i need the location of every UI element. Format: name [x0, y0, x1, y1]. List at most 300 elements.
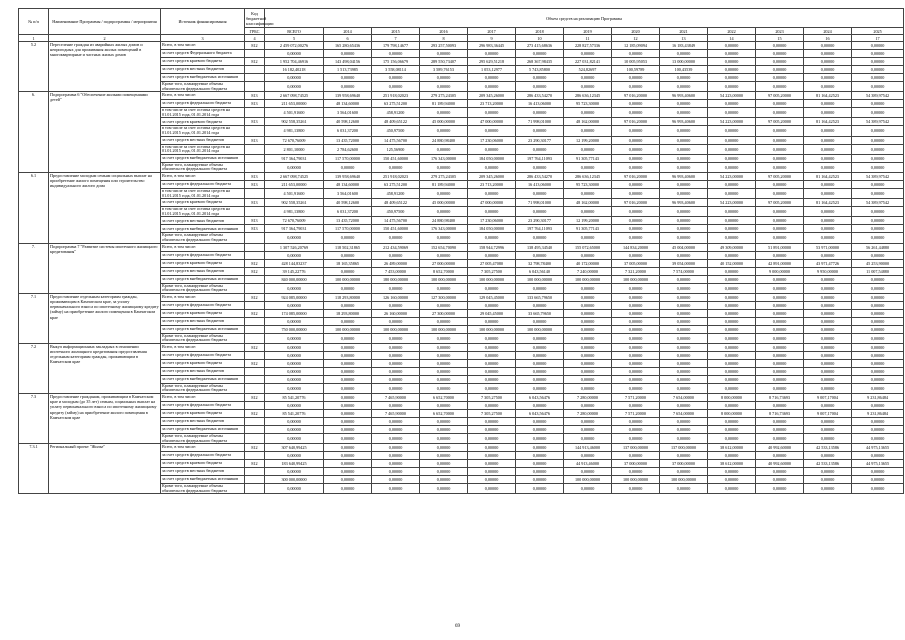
- amount-cell: 0,00000: [516, 144, 564, 154]
- header-source: Источник финансирования: [161, 9, 245, 35]
- amount-cell: 0,00000: [372, 444, 420, 452]
- amount-cell: 0,00000: [468, 301, 516, 309]
- amount-cell: 286 433,54270: [516, 92, 564, 100]
- header-sub-label: 2019: [564, 28, 612, 35]
- page-number: 69: [455, 624, 460, 629]
- amount-cell: 0,00000: [660, 343, 708, 351]
- amount-cell: 0,00000: [564, 343, 612, 351]
- amount-cell: 0,00000: [612, 74, 660, 82]
- amount-cell: 0,00000: [852, 74, 904, 82]
- amount-cell: 0,00000: [420, 444, 468, 452]
- amount-cell: 0,00000: [324, 162, 372, 172]
- amount-cell: 133 665,79650: [516, 293, 564, 301]
- amount-cell: 0,00000: [852, 476, 904, 484]
- amount-cell: 0,00000: [612, 217, 660, 225]
- amount-cell: 0,00000: [756, 42, 804, 50]
- funding-source: Кроме того, планируемые объемы обязательств федерального бюджета: [161, 82, 245, 92]
- amount-cell: 0,00000: [324, 410, 372, 418]
- amount-cell: 48 162,00000: [564, 199, 612, 207]
- amount-cell: 137 000,00000: [612, 444, 660, 452]
- amount-cell: 0,00000: [265, 434, 324, 444]
- amount-cell: 0,00000: [804, 180, 852, 188]
- amount-cell: 117 570,00000: [324, 225, 372, 233]
- amount-cell: 2 459 072,00276: [265, 42, 324, 50]
- amount-cell: 0,00000: [372, 343, 420, 351]
- amount-cell: 0,00000: [660, 367, 708, 375]
- amount-cell: 0,00000: [324, 343, 372, 351]
- amount-cell: 48 409,65122: [372, 199, 420, 207]
- amount-cell: 0,00000: [265, 251, 324, 259]
- kbk-code: 812: [245, 460, 265, 468]
- amount-cell: 0,00000: [468, 418, 516, 426]
- amount-cell: 0,00000: [756, 162, 804, 172]
- amount-cell: 0,00000: [660, 251, 708, 259]
- amount-cell: 0,00000: [612, 144, 660, 154]
- amount-cell: 0,00000: [516, 367, 564, 375]
- column-number: 9: [468, 35, 516, 42]
- amount-cell: 0,00000: [468, 383, 516, 393]
- kbk-code: 813: [245, 118, 265, 126]
- kbk-code: [245, 325, 265, 333]
- amount-cell: 0,00000: [468, 82, 516, 92]
- funding-source: за счет средств местных бюджетов: [161, 468, 245, 476]
- kbk-code: [245, 484, 265, 494]
- amount-cell: 0,00000: [468, 251, 516, 259]
- amount-cell: 0,00000: [468, 351, 516, 359]
- amount-cell: 0,00000: [708, 233, 756, 243]
- funding-source: за счет средств внебюджетных источников: [161, 325, 245, 333]
- amount-cell: 138 495,34540: [516, 243, 564, 251]
- amount-cell: 0,00000: [324, 351, 372, 359]
- amount-cell: 0,00000: [756, 317, 804, 325]
- amount-cell: 0,00000: [420, 162, 468, 172]
- amount-cell: 0,00000: [564, 402, 612, 410]
- amount-cell: 0,00000: [852, 301, 904, 309]
- amount-cell: 0,00000: [804, 476, 852, 484]
- amount-cell: 0,00000: [852, 58, 904, 66]
- amount-cell: 0,00000: [708, 251, 756, 259]
- amount-cell: 0,00000: [660, 325, 708, 333]
- amount-cell: 0,00000: [756, 108, 804, 118]
- amount-cell: 7 465,90000: [372, 410, 420, 418]
- amount-cell: 428 144,83237: [265, 259, 324, 267]
- table-row: [19, 444, 904, 452]
- amount-cell: 0,00000: [420, 317, 468, 325]
- amount-cell: 0,00000: [852, 207, 904, 217]
- amount-cell: 17 230,06000: [468, 136, 516, 144]
- amount-cell: 0,00000: [564, 251, 612, 259]
- amount-cell: 0,00000: [265, 367, 324, 375]
- amount-cell: 0,00000: [756, 225, 804, 233]
- header-sub-label: 2021: [660, 28, 708, 35]
- amount-cell: 0,00000: [564, 375, 612, 383]
- amount-cell: 0,00000: [852, 82, 904, 92]
- amount-cell: 0,00000: [420, 188, 468, 198]
- column-number: 10: [516, 35, 564, 42]
- amount-cell: 0,00000: [756, 333, 804, 343]
- amount-cell: 0,00000: [612, 188, 660, 198]
- amount-cell: 183 640,99425: [265, 460, 324, 468]
- amount-cell: 12 185,09094: [612, 42, 660, 50]
- header-kbk: Код бюджетной классификации: [246, 10, 274, 26]
- amount-cell: 0,00000: [516, 375, 564, 383]
- amount-cell: 0,00000: [516, 301, 564, 309]
- amount-cell: 49 309,00000: [708, 243, 756, 251]
- amount-cell: 0,00000: [324, 317, 372, 325]
- amount-cell: 0,00000: [516, 426, 564, 434]
- kbk-code: 812: [245, 259, 265, 267]
- amount-cell: 0,00000: [564, 50, 612, 58]
- amount-cell: 0,00000: [516, 188, 564, 198]
- amount-cell: 0,00000: [852, 283, 904, 293]
- amount-cell: 0,00000: [612, 50, 660, 58]
- amount-cell: 0,00000: [852, 484, 904, 494]
- amount-cell: 0,00000: [468, 74, 516, 82]
- section-number: 6.: [19, 92, 49, 173]
- amount-cell: 0,00000: [516, 317, 564, 325]
- amount-cell: 0,00000: [660, 74, 708, 82]
- funding-source: за счет средств внебюджетных источников: [161, 275, 245, 283]
- amount-cell: 0,00000: [756, 367, 804, 375]
- amount-cell: 96 993,40600: [660, 118, 708, 126]
- amount-cell: 2 784,62600: [324, 144, 372, 154]
- amount-cell: 450,97500: [372, 126, 420, 136]
- amount-cell: 0,00000: [708, 359, 756, 367]
- column-number-row: [19, 35, 904, 42]
- amount-cell: 6 043,56140: [516, 267, 564, 275]
- section-name: Предоставление молодым семьям социальных выплат на приобретение жилого помещения или строительство индивидуального жилого дома: [49, 172, 161, 243]
- amount-cell: 0,00000: [756, 66, 804, 74]
- amount-cell: 63 275,51200: [372, 100, 420, 108]
- amount-cell: 81 164,42523: [804, 199, 852, 207]
- amount-cell: 96 993,40600: [660, 92, 708, 100]
- amount-cell: 0,00000: [564, 126, 612, 136]
- amount-cell: 0,00000: [612, 180, 660, 188]
- amount-cell: 0,00000: [564, 293, 612, 301]
- amount-cell: 458,91200: [372, 188, 420, 198]
- amount-cell: 0,00000: [564, 74, 612, 82]
- amount-cell: 0,00000: [516, 283, 564, 293]
- kbk-code: [245, 108, 265, 118]
- amount-cell: 0,00000: [265, 301, 324, 309]
- amount-cell: 0,00000: [564, 383, 612, 393]
- kbk-code: [245, 333, 265, 343]
- amount-cell: 840 000,00000: [265, 275, 324, 283]
- funding-source: за счет средств краевого бюджета: [161, 199, 245, 207]
- amount-cell: 0,00000: [420, 460, 468, 468]
- amount-cell: 0,00000: [372, 484, 420, 494]
- amount-cell: 4 501,91600: [265, 188, 324, 198]
- amount-cell: 524,82697: [564, 66, 612, 74]
- amount-cell: 0,00000: [756, 418, 804, 426]
- kbk-code: 813: [245, 225, 265, 233]
- section-name: Предоставление отдельным категориям граждан, проживающим в Камчатском крае, за уплату первоначального взноса по ипотечному жилищному кредиту (займу) на приобретение жилого помещения в Камчатском крае: [49, 293, 161, 343]
- amount-cell: 97 016,20000: [612, 172, 660, 180]
- amount-cell: 0,00000: [468, 426, 516, 434]
- header-sub-label: 2024: [804, 28, 852, 35]
- amount-cell: 0,00000: [756, 136, 804, 144]
- kbk-code: 812: [245, 394, 265, 402]
- funding-source: Всего, в том числе:: [161, 243, 245, 251]
- amount-cell: 0,00000: [265, 343, 324, 351]
- amount-cell: 11 007,54880: [852, 267, 904, 275]
- amount-cell: 0,00000: [660, 309, 708, 317]
- amount-cell: 0,00000: [852, 66, 904, 74]
- section-name: Подпрограмма 7 "Развитие системы ипотечного жилищного кредитования": [49, 243, 161, 293]
- amount-cell: 0,00000: [708, 100, 756, 108]
- amount-cell: 0,00000: [564, 452, 612, 460]
- amount-cell: 0,00000: [612, 136, 660, 144]
- amount-cell: 0,00000: [516, 359, 564, 367]
- amount-cell: 212 434,59069: [372, 243, 420, 251]
- amount-cell: 7 305,27500: [468, 267, 516, 275]
- amount-cell: 0,00000: [708, 66, 756, 74]
- amount-cell: 33 665,79650: [516, 309, 564, 317]
- table-row: [19, 92, 904, 100]
- funding-source: Всего, в том числе:: [161, 42, 245, 50]
- amount-cell: 0,00000: [564, 418, 612, 426]
- amount-cell: 95 723,30000: [564, 180, 612, 188]
- amount-cell: 0,00000: [756, 207, 804, 217]
- column-number: 3: [161, 35, 245, 42]
- amount-cell: 0,00000: [612, 283, 660, 293]
- amount-cell: 176 343,00000: [420, 225, 468, 233]
- amount-cell: 0,00000: [804, 144, 852, 154]
- amount-cell: 0,00000: [852, 333, 904, 343]
- amount-cell: 0,00000: [852, 426, 904, 434]
- amount-cell: 0,00000: [660, 293, 708, 301]
- amount-cell: 2 667 098,74525: [265, 92, 324, 100]
- funding-source: за счет средств местных бюджетов: [161, 66, 245, 74]
- section-number: 7.: [19, 243, 49, 293]
- amount-cell: 0,00000: [468, 484, 516, 494]
- funding-source: Кроме того, планируемые объемы обязательств федерального бюджета: [161, 484, 245, 494]
- amount-cell: 0,00000: [516, 50, 564, 58]
- amount-cell: 0,00000: [516, 82, 564, 92]
- amount-cell: 0,00000: [612, 351, 660, 359]
- amount-cell: 197 764,11093: [516, 225, 564, 233]
- amount-cell: 0,00000: [612, 317, 660, 325]
- amount-cell: 6 043,56476: [516, 394, 564, 402]
- amount-cell: 0,00000: [756, 293, 804, 301]
- amount-cell: 450,97500: [372, 207, 420, 217]
- amount-cell: 0,00000: [708, 351, 756, 359]
- amount-cell: 0,00000: [265, 418, 324, 426]
- amount-cell: 0,00000: [324, 301, 372, 309]
- table-row: [19, 172, 904, 180]
- amount-cell: 0,00000: [265, 50, 324, 58]
- amount-cell: 750 000,00000: [265, 325, 324, 333]
- kbk-code: [245, 82, 265, 92]
- amount-cell: 0,00000: [372, 74, 420, 82]
- amount-cell: 0,00000: [756, 74, 804, 82]
- amount-cell: 0,00000: [516, 251, 564, 259]
- amount-cell: 0,00000: [660, 154, 708, 162]
- amount-cell: 0,00000: [804, 418, 852, 426]
- amount-cell: 0,00000: [612, 452, 660, 460]
- amount-cell: 0,00000: [372, 359, 420, 367]
- amount-cell: 0,00000: [756, 426, 804, 434]
- amount-cell: 0,00000: [708, 375, 756, 383]
- amount-cell: 3 558,08114: [372, 66, 420, 74]
- amount-cell: 40 598,12600: [324, 118, 372, 126]
- amount-cell: 0,00000: [612, 301, 660, 309]
- table-row: [19, 42, 904, 50]
- amount-cell: 0,00000: [612, 325, 660, 333]
- amount-cell: 100 000,00000: [372, 325, 420, 333]
- funding-source: Кроме того, планируемые объемы обязательств федерального бюджета: [161, 283, 245, 293]
- amount-cell: 81 164,42523: [804, 172, 852, 180]
- amount-cell: 0,00000: [708, 484, 756, 494]
- funding-source: Кроме того, планируемые объемы обязательств федерального бюджета: [161, 383, 245, 393]
- amount-cell: 0,00000: [660, 317, 708, 325]
- amount-cell: 54 223,00000: [708, 92, 756, 100]
- amount-cell: 0,00000: [564, 434, 612, 444]
- amount-cell: 0,00000: [660, 144, 708, 154]
- amount-cell: 152 654,70090: [420, 243, 468, 251]
- funding-source: за счет средств внебюджетных источников: [161, 74, 245, 82]
- amount-cell: 0,00000: [660, 452, 708, 460]
- amount-cell: 0,00000: [265, 82, 324, 92]
- amount-cell: 0,00000: [324, 394, 372, 402]
- header-sub-label: ГРБС: [245, 28, 265, 35]
- amount-cell: 97 016,20000: [612, 199, 660, 207]
- amount-cell: 7 453,00000: [372, 267, 420, 275]
- amount-cell: 0,00000: [265, 74, 324, 82]
- amount-cell: 0,00000: [265, 426, 324, 434]
- funding-source: Всего, в том числе:: [161, 444, 245, 452]
- amount-cell: 38 612,00000: [708, 444, 756, 452]
- amount-cell: 211 653,00000: [265, 100, 324, 108]
- amount-cell: 0,00000: [265, 283, 324, 293]
- amount-cell: 0,00000: [708, 383, 756, 393]
- amount-cell: 54 389,97542: [852, 172, 904, 180]
- amount-cell: 0,00000: [804, 50, 852, 58]
- amount-cell: 150 451,60000: [372, 154, 420, 162]
- amount-cell: 0,00000: [324, 50, 372, 58]
- amount-cell: 0,00000: [660, 283, 708, 293]
- amount-cell: 0,00000: [852, 108, 904, 118]
- amount-cell: 0,00000: [804, 126, 852, 136]
- amount-cell: 0,00000: [756, 283, 804, 293]
- amount-cell: 0,00000: [804, 375, 852, 383]
- amount-cell: 0,00000: [420, 468, 468, 476]
- amount-cell: 0,00000: [660, 359, 708, 367]
- amount-cell: 0,00000: [612, 207, 660, 217]
- amount-cell: 0,00000: [756, 452, 804, 460]
- amount-cell: 81 189,94000: [420, 180, 468, 188]
- amount-cell: 0,00000: [324, 359, 372, 367]
- amount-cell: 0,00000: [564, 162, 612, 172]
- amount-cell: 40 992,60000: [756, 444, 804, 452]
- amount-cell: 125,56900: [372, 144, 420, 154]
- amount-cell: 9 000,00000: [756, 267, 804, 275]
- amount-cell: 0,00000: [612, 426, 660, 434]
- section-name: Выкуп информационных закладных в отношении ипотечного жилищного кредитования предоставления отдельным категориям граждан, проживающим в Камчатском крае: [49, 343, 161, 393]
- amount-cell: 0,00000: [756, 275, 804, 283]
- kbk-code: 812: [245, 359, 265, 367]
- amount-cell: 40 172,00000: [564, 259, 612, 267]
- amount-cell: 45 004,00000: [660, 243, 708, 251]
- amount-cell: 0,00000: [708, 293, 756, 301]
- funding-source: за счет средств краевого бюджета: [161, 460, 245, 468]
- amount-cell: 0,00000: [804, 66, 852, 74]
- amount-cell: 0,00000: [265, 351, 324, 359]
- amount-cell: 0,00000: [708, 207, 756, 217]
- amount-cell: 8 000,00000: [708, 410, 756, 418]
- amount-cell: 0,00000: [804, 154, 852, 162]
- section-number: 7.1: [19, 293, 49, 343]
- amount-cell: 0,00000: [804, 162, 852, 172]
- column-number: 2: [49, 35, 161, 42]
- amount-cell: 209 345,26000: [468, 172, 516, 180]
- amount-cell: 144 834,20000: [612, 243, 660, 251]
- amount-cell: 0,00000: [852, 144, 904, 154]
- header-sub-label: 2018: [516, 28, 564, 35]
- amount-cell: 0,00000: [265, 484, 324, 494]
- amount-cell: 23 713,20000: [468, 100, 516, 108]
- amount-cell: 0,00000: [420, 82, 468, 92]
- amount-cell: 0,00000: [660, 162, 708, 172]
- funding-source: за счет средств Федерального бюджета: [161, 50, 245, 58]
- amount-cell: 300 000,00000: [265, 476, 324, 484]
- amount-cell: 0,00000: [660, 225, 708, 233]
- amount-cell: 71 998,01000: [516, 118, 564, 126]
- header-sub-label: ВСЕГО: [265, 28, 324, 35]
- amount-cell: 0,00000: [804, 343, 852, 351]
- amount-cell: 0,00000: [420, 484, 468, 494]
- amount-cell: 0,00000: [468, 126, 516, 136]
- amount-cell: 180 000,00000: [372, 275, 420, 283]
- amount-cell: 0,00000: [756, 402, 804, 410]
- amount-cell: 0,00000: [516, 468, 564, 476]
- column-number: 1: [19, 35, 49, 42]
- amount-cell: 0,00000: [612, 468, 660, 476]
- amount-cell: 0,00000: [612, 309, 660, 317]
- amount-cell: 0,00000: [612, 418, 660, 426]
- section-number: 5.2: [19, 42, 49, 92]
- amount-cell: 0,00000: [708, 434, 756, 444]
- section-number: 7.3.1: [19, 444, 49, 494]
- kbk-code: 813: [245, 172, 265, 180]
- section-number: 7.3: [19, 394, 49, 444]
- amount-cell: 40 992,60000: [756, 460, 804, 468]
- amount-cell: 0,00000: [756, 343, 804, 351]
- amount-cell: 176 343,00000: [420, 154, 468, 162]
- amount-cell: 0,00000: [708, 58, 756, 66]
- amount-cell: 0,00000: [612, 82, 660, 92]
- amount-cell: 0,00000: [420, 126, 468, 136]
- amount-cell: 0,00000: [372, 162, 420, 172]
- kbk-code: 813: [245, 100, 265, 108]
- amount-cell: 0,00000: [804, 383, 852, 393]
- kbk-code: [245, 375, 265, 383]
- amount-cell: 209 345,26000: [468, 92, 516, 100]
- amount-cell: 0,00000: [756, 484, 804, 494]
- kbk-code: [245, 233, 265, 243]
- section-name: Переселение граждан из аварийных жилых домов и непригодных для проживания жилых помещений в многоквартирные и частных жилых домов: [49, 42, 161, 92]
- amount-cell: 0,00000: [265, 333, 324, 343]
- amount-cell: 0,00000: [660, 136, 708, 144]
- amount-cell: 0,00000: [372, 367, 420, 375]
- amount-cell: 0,00000: [564, 317, 612, 325]
- amount-cell: 0,00000: [660, 233, 708, 243]
- amount-cell: 100 000,00000: [468, 275, 516, 283]
- funding-source: за счет средств внебюджетных источников: [161, 375, 245, 383]
- amount-cell: 0,00000: [804, 207, 852, 217]
- amount-cell: 0,00000: [852, 351, 904, 359]
- amount-cell: 0,00000: [708, 126, 756, 136]
